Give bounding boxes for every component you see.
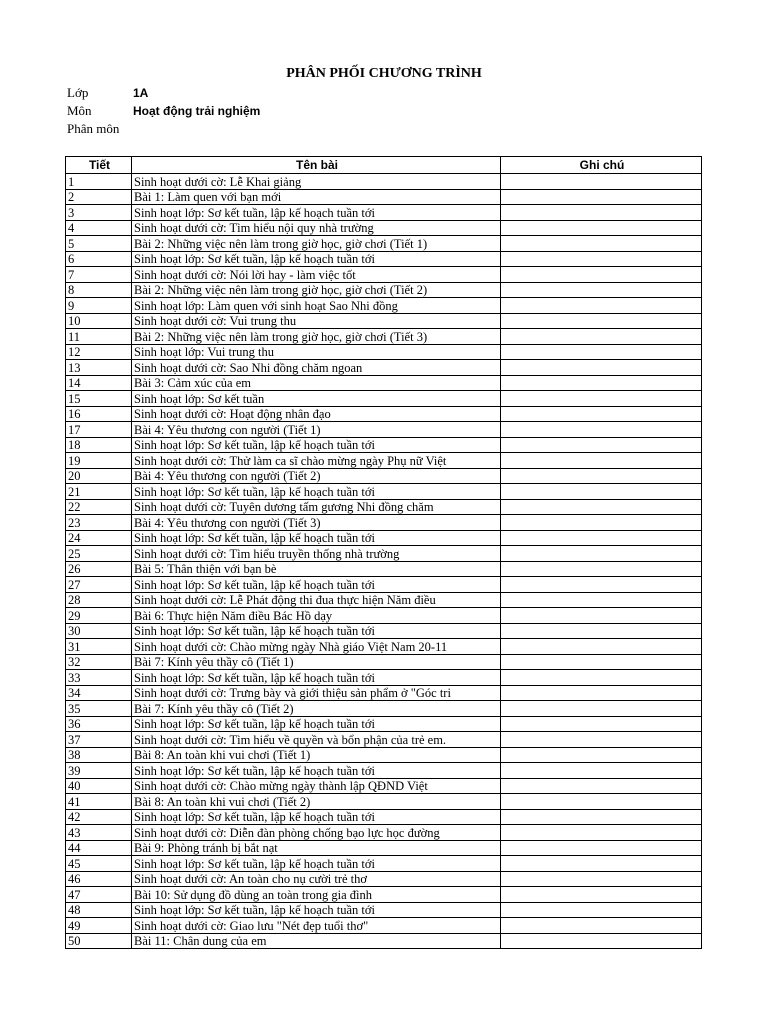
cell-period: 35 xyxy=(66,701,132,717)
table-row xyxy=(66,453,702,469)
cell-lesson-name: Bài 4: Yêu thương con người (Tiết 1) xyxy=(132,422,501,438)
table-row xyxy=(66,375,702,391)
subject-label: Môn xyxy=(67,103,92,118)
cell-notes xyxy=(501,251,702,267)
cell-lesson-name: Bài 11: Chân dung của em xyxy=(132,933,501,949)
cell-notes xyxy=(501,453,702,469)
table-row xyxy=(66,236,702,252)
table-row xyxy=(66,887,702,903)
cell-notes xyxy=(501,747,702,763)
cell-notes xyxy=(501,344,702,360)
table-row xyxy=(66,251,702,267)
cell-notes xyxy=(501,174,702,190)
table-row xyxy=(66,360,702,376)
cell-lesson-name: Sinh hoạt lớp: Sơ kết tuần, lập kế hoạch tuần tới xyxy=(132,623,501,639)
cell-period: 48 xyxy=(66,902,132,918)
cell-lesson-name: Sinh hoạt dưới cờ: Sao Nhi đồng chăm ngoan xyxy=(132,360,501,376)
cell-notes xyxy=(501,623,702,639)
cell-notes xyxy=(501,298,702,314)
cell-lesson-name: Sinh hoạt lớp: Sơ kết tuần, lập kế hoạch tuần tới xyxy=(132,856,501,872)
cell-period: 21 xyxy=(66,484,132,500)
cell-period: 2 xyxy=(66,189,132,205)
table-row xyxy=(66,763,702,779)
cell-notes xyxy=(501,205,702,221)
cell-notes xyxy=(501,608,702,624)
cell-lesson-name: Sinh hoạt dưới cờ: Vui trung thu xyxy=(132,313,501,329)
cell-lesson-name: Sinh hoạt lớp: Sơ kết tuần, lập kế hoạch tuần tới xyxy=(132,437,501,453)
table-header-row xyxy=(66,157,702,174)
cell-notes xyxy=(501,732,702,748)
cell-period: 24 xyxy=(66,530,132,546)
cell-period: 30 xyxy=(66,623,132,639)
cell-lesson-name: Sinh hoạt lớp: Sơ kết tuần, lập kế hoạch tuần tới xyxy=(132,484,501,500)
cell-notes xyxy=(501,654,702,670)
cell-notes xyxy=(501,701,702,717)
cell-notes xyxy=(501,282,702,298)
table-row xyxy=(66,174,702,190)
cell-notes xyxy=(501,391,702,407)
table-row xyxy=(66,902,702,918)
table-row xyxy=(66,282,702,298)
cell-lesson-name: Sinh hoạt dưới cờ: Tìm hiểu truyền thống nhà trường xyxy=(132,546,501,562)
class-label: Lớp xyxy=(67,85,89,100)
cell-notes xyxy=(501,360,702,376)
table-row xyxy=(66,577,702,593)
cell-notes xyxy=(501,871,702,887)
cell-notes xyxy=(501,639,702,655)
cell-period: 13 xyxy=(66,360,132,376)
cell-lesson-name: Sinh hoạt lớp: Sơ kết tuần, lập kế hoạch tuần tới xyxy=(132,716,501,732)
cell-period: 16 xyxy=(66,406,132,422)
table-row xyxy=(66,406,702,422)
cell-lesson-name: Sinh hoạt lớp: Sơ kết tuần xyxy=(132,391,501,407)
cell-period: 20 xyxy=(66,468,132,484)
cell-notes xyxy=(501,468,702,484)
table-row xyxy=(66,530,702,546)
table-row xyxy=(66,592,702,608)
cell-lesson-name: Sinh hoạt lớp: Sơ kết tuần, lập kế hoạch tuần tới xyxy=(132,530,501,546)
cell-notes xyxy=(501,546,702,562)
cell-lesson-name: Bài 8: An toàn khi vui chơi (Tiết 2) xyxy=(132,794,501,810)
subsubject-label: Phân môn xyxy=(67,121,120,136)
cell-period: 14 xyxy=(66,375,132,391)
table-row xyxy=(66,468,702,484)
table-row xyxy=(66,298,702,314)
table-row xyxy=(66,654,702,670)
table-row xyxy=(66,747,702,763)
table-row xyxy=(66,329,702,345)
cell-notes xyxy=(501,763,702,779)
cell-period: 11 xyxy=(66,329,132,345)
cell-lesson-name: Bài 7: Kính yêu thầy cô (Tiết 1) xyxy=(132,654,501,670)
cell-lesson-name: Bài 2: Những việc nên làm trong giờ học, giờ chơi (Tiết 3) xyxy=(132,329,501,345)
cell-period: 19 xyxy=(66,453,132,469)
table-row xyxy=(66,546,702,562)
table-row xyxy=(66,189,702,205)
cell-lesson-name: Sinh hoạt dưới cờ: Thử làm ca sĩ chào mừng ngày Phụ nữ Việt xyxy=(132,453,501,469)
cell-lesson-name: Sinh hoạt dưới cờ: Tìm hiểu nội quy nhà trường xyxy=(132,220,501,236)
header-period: Tiết xyxy=(66,157,132,174)
cell-period: 45 xyxy=(66,856,132,872)
cell-period: 1 xyxy=(66,174,132,190)
cell-lesson-name: Sinh hoạt lớp: Sơ kết tuần, lập kế hoạch tuần tới xyxy=(132,902,501,918)
cell-notes xyxy=(501,236,702,252)
document-title: PHÂN PHỐI CHƯƠNG TRÌNH xyxy=(286,66,482,81)
cell-lesson-name: Sinh hoạt dưới cờ: Trưng bày và giới thiệu sản phẩm ở "Góc tri xyxy=(132,685,501,701)
cell-period: 36 xyxy=(66,716,132,732)
cell-notes xyxy=(501,685,702,701)
cell-period: 50 xyxy=(66,933,132,949)
cell-lesson-name: Bài 3: Cảm xúc của em xyxy=(132,375,501,391)
cell-lesson-name: Sinh hoạt lớp: Sơ kết tuần, lập kế hoạch tuần tới xyxy=(132,763,501,779)
cell-notes xyxy=(501,329,702,345)
table-row xyxy=(66,344,702,360)
cell-lesson-name: Sinh hoạt dưới cờ: Giao lưu "Nét đẹp tuổi thơ" xyxy=(132,918,501,934)
table-row xyxy=(66,623,702,639)
cell-period: 6 xyxy=(66,251,132,267)
cell-notes xyxy=(501,220,702,236)
cell-period: 3 xyxy=(66,205,132,221)
table-row xyxy=(66,825,702,841)
cell-notes xyxy=(501,530,702,546)
cell-lesson-name: Bài 4: Yêu thương con người (Tiết 3) xyxy=(132,515,501,531)
cell-period: 29 xyxy=(66,608,132,624)
cell-period: 40 xyxy=(66,778,132,794)
cell-notes xyxy=(501,809,702,825)
cell-notes xyxy=(501,577,702,593)
cell-lesson-name: Sinh hoạt lớp: Sơ kết tuần, lập kế hoạch tuần tới xyxy=(132,205,501,221)
cell-period: 7 xyxy=(66,267,132,283)
cell-lesson-name: Bài 1: Làm quen với bạn mới xyxy=(132,189,501,205)
cell-lesson-name: Bài 9: Phòng tránh bị bắt nạt xyxy=(132,840,501,856)
table-body xyxy=(66,174,702,949)
cell-notes xyxy=(501,313,702,329)
cell-lesson-name: Sinh hoạt dưới cờ: An toàn cho nụ cười trẻ thơ xyxy=(132,871,501,887)
cell-period: 10 xyxy=(66,313,132,329)
cell-period: 37 xyxy=(66,732,132,748)
cell-period: 31 xyxy=(66,639,132,655)
cell-period: 26 xyxy=(66,561,132,577)
cell-lesson-name: Bài 8: An toàn khi vui chơi (Tiết 1) xyxy=(132,747,501,763)
cell-period: 27 xyxy=(66,577,132,593)
cell-notes xyxy=(501,794,702,810)
cell-lesson-name: Sinh hoạt lớp: Vui trung thu xyxy=(132,344,501,360)
cell-notes xyxy=(501,933,702,949)
cell-lesson-name: Bài 2: Những việc nên làm trong giờ học, giờ chơi (Tiết 2) xyxy=(132,282,501,298)
cell-period: 8 xyxy=(66,282,132,298)
cell-period: 41 xyxy=(66,794,132,810)
cell-notes xyxy=(501,825,702,841)
cell-lesson-name: Bài 10: Sử dụng đồ dùng an toàn trong gia đình xyxy=(132,887,501,903)
cell-lesson-name: Sinh hoạt dưới cờ: Chào mừng ngày thành lập QĐND Việt xyxy=(132,778,501,794)
table-row xyxy=(66,205,702,221)
table-row xyxy=(66,561,702,577)
header-notes: Ghi chú xyxy=(501,157,702,174)
cell-period: 22 xyxy=(66,499,132,515)
cell-notes xyxy=(501,778,702,794)
cell-notes xyxy=(501,561,702,577)
table-row xyxy=(66,685,702,701)
cell-period: 33 xyxy=(66,670,132,686)
table-row xyxy=(66,732,702,748)
cell-period: 38 xyxy=(66,747,132,763)
cell-period: 44 xyxy=(66,840,132,856)
cell-period: 47 xyxy=(66,887,132,903)
table-row xyxy=(66,639,702,655)
cell-notes xyxy=(501,499,702,515)
table-row xyxy=(66,716,702,732)
table-row xyxy=(66,778,702,794)
cell-notes xyxy=(501,422,702,438)
cell-period: 17 xyxy=(66,422,132,438)
cell-lesson-name: Sinh hoạt lớp: Sơ kết tuần, lập kế hoạch tuần tới xyxy=(132,251,501,267)
cell-period: 18 xyxy=(66,437,132,453)
class-value: 1A xyxy=(133,86,149,100)
header-lesson-name: Tên bài xyxy=(132,157,501,174)
cell-period: 46 xyxy=(66,871,132,887)
cell-lesson-name: Sinh hoạt dưới cờ: Tìm hiểu về quyền và bổn phận của trẻ em. xyxy=(132,732,501,748)
subject-value: Hoạt động trải nghiệm xyxy=(133,104,261,118)
cell-period: 42 xyxy=(66,809,132,825)
cell-lesson-name: Sinh hoạt dưới cờ: Nói lời hay - làm việc tốt xyxy=(132,267,501,283)
cell-notes xyxy=(501,189,702,205)
table-row xyxy=(66,391,702,407)
cell-lesson-name: Sinh hoạt lớp: Làm quen với sinh hoạt Sao Nhi đồng xyxy=(132,298,501,314)
table-row xyxy=(66,918,702,934)
cell-lesson-name: Sinh hoạt dưới cờ: Tuyên dương tấm gương Nhi đồng chăm xyxy=(132,499,501,515)
cell-period: 4 xyxy=(66,220,132,236)
table-row xyxy=(66,856,702,872)
table-row xyxy=(66,794,702,810)
cell-lesson-name: Bài 2: Những việc nên làm trong giờ học, giờ chơi (Tiết 1) xyxy=(132,236,501,252)
table-row xyxy=(66,515,702,531)
cell-lesson-name: Bài 6: Thực hiện Năm điều Bác Hồ dạy xyxy=(132,608,501,624)
table-row xyxy=(66,871,702,887)
table-row xyxy=(66,670,702,686)
cell-period: 32 xyxy=(66,654,132,670)
table-row xyxy=(66,484,702,500)
curriculum-table xyxy=(65,156,702,949)
cell-period: 25 xyxy=(66,546,132,562)
cell-notes xyxy=(501,902,702,918)
cell-period: 28 xyxy=(66,592,132,608)
cell-lesson-name: Bài 4: Yêu thương con người (Tiết 2) xyxy=(132,468,501,484)
table-row xyxy=(66,499,702,515)
cell-lesson-name: Sinh hoạt dưới cờ: Hoạt động nhân đạo xyxy=(132,406,501,422)
table-row xyxy=(66,220,702,236)
table-row xyxy=(66,313,702,329)
cell-lesson-name: Sinh hoạt dưới cờ: Diễn đàn phòng chống bạo lực học đường xyxy=(132,825,501,841)
cell-lesson-name: Sinh hoạt lớp: Sơ kết tuần, lập kế hoạch tuần tới xyxy=(132,577,501,593)
cell-lesson-name: Sinh hoạt dưới cờ: Lễ Phát động thi đua thực hiện Năm điều xyxy=(132,592,501,608)
cell-lesson-name: Sinh hoạt dưới cờ: Chào mừng ngày Nhà giáo Việt Nam 20-11 xyxy=(132,639,501,655)
cell-lesson-name: Sinh hoạt dưới cờ: Lễ Khai giảng xyxy=(132,174,501,190)
cell-period: 23 xyxy=(66,515,132,531)
cell-period: 12 xyxy=(66,344,132,360)
cell-period: 39 xyxy=(66,763,132,779)
cell-lesson-name: Sinh hoạt lớp: Sơ kết tuần, lập kế hoạch tuần tới xyxy=(132,670,501,686)
table-row xyxy=(66,422,702,438)
cell-notes xyxy=(501,670,702,686)
cell-notes xyxy=(501,375,702,391)
cell-period: 9 xyxy=(66,298,132,314)
cell-period: 49 xyxy=(66,918,132,934)
cell-lesson-name: Bài 5: Thân thiện với bạn bè xyxy=(132,561,501,577)
cell-period: 15 xyxy=(66,391,132,407)
cell-notes xyxy=(501,484,702,500)
table-row xyxy=(66,701,702,717)
cell-period: 34 xyxy=(66,685,132,701)
cell-period: 43 xyxy=(66,825,132,841)
table-row xyxy=(66,840,702,856)
table-row xyxy=(66,933,702,949)
cell-notes xyxy=(501,840,702,856)
table-row xyxy=(66,608,702,624)
cell-notes xyxy=(501,887,702,903)
cell-notes xyxy=(501,267,702,283)
cell-notes xyxy=(501,515,702,531)
cell-notes xyxy=(501,856,702,872)
cell-notes xyxy=(501,716,702,732)
cell-lesson-name: Bài 7: Kính yêu thầy cô (Tiết 2) xyxy=(132,701,501,717)
cell-notes xyxy=(501,592,702,608)
table-row xyxy=(66,437,702,453)
cell-notes xyxy=(501,406,702,422)
cell-period: 5 xyxy=(66,236,132,252)
cell-notes xyxy=(501,918,702,934)
cell-notes xyxy=(501,437,702,453)
table-row xyxy=(66,809,702,825)
table-row xyxy=(66,267,702,283)
cell-lesson-name: Sinh hoạt lớp: Sơ kết tuần, lập kế hoạch tuần tới xyxy=(132,809,501,825)
